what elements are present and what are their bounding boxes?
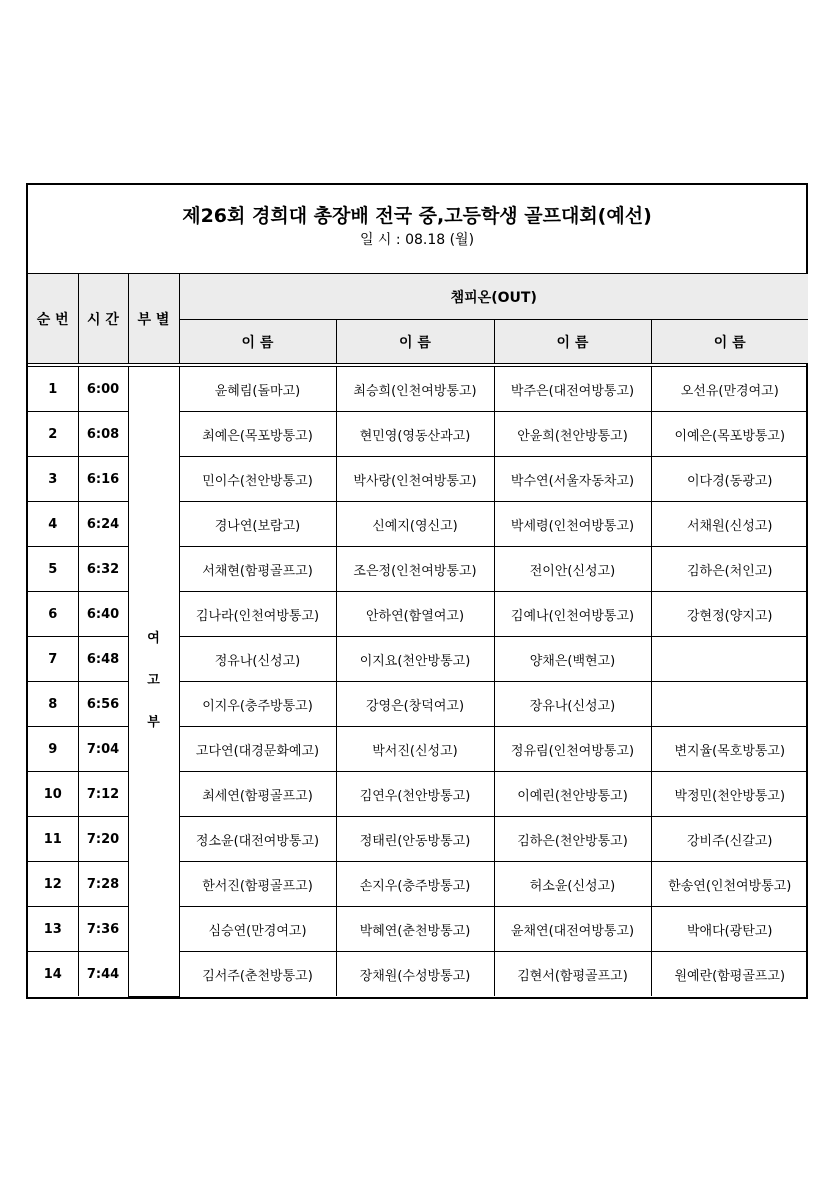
player-cell: 서채현(함평골프고) — [179, 547, 336, 592]
time-cell: 7:04 — [78, 727, 128, 772]
player-cell: 원예란(함평골프고) — [651, 952, 808, 997]
order-cell: 3 — [28, 457, 78, 502]
player-cell: 장유나(신성고) — [494, 682, 651, 727]
player-cell — [651, 682, 808, 727]
time-cell: 7:12 — [78, 772, 128, 817]
time-cell: 6:32 — [78, 547, 128, 592]
time-cell: 7:36 — [78, 907, 128, 952]
player-cell — [651, 637, 808, 682]
schedule-sheet — [26, 183, 808, 999]
player-cell: 박세령(인천여방통고) — [494, 502, 651, 547]
order-cell: 5 — [28, 547, 78, 592]
time-cell: 6:08 — [78, 412, 128, 457]
time-cell: 7:44 — [78, 952, 128, 997]
header-name-1: 이 름 — [179, 320, 336, 364]
time-cell: 6:48 — [78, 637, 128, 682]
time-cell: 7:20 — [78, 817, 128, 862]
player-cell: 윤혜림(돌마고) — [179, 367, 336, 412]
player-cell: 서채원(신성고) — [651, 502, 808, 547]
player-cell: 강현정(양지고) — [651, 592, 808, 637]
time-cell: 6:00 — [78, 367, 128, 412]
player-cell: 최세연(함평골프고) — [179, 772, 336, 817]
order-cell: 10 — [28, 772, 78, 817]
order-cell: 6 — [28, 592, 78, 637]
player-cell: 경나연(보람고) — [179, 502, 336, 547]
order-cell: 14 — [28, 952, 78, 997]
order-cell: 12 — [28, 862, 78, 907]
header-division: 부 별 — [128, 274, 179, 364]
player-cell: 강비주(신갈고) — [651, 817, 808, 862]
player-cell: 현민영(영동산과고) — [336, 412, 494, 457]
player-cell: 최승희(인천여방통고) — [336, 367, 494, 412]
division-char: 부 — [147, 715, 160, 731]
player-cell: 윤채연(대전여방통고) — [494, 907, 651, 952]
player-cell: 김현서(함평골프고) — [494, 952, 651, 997]
player-cell: 허소윤(신성고) — [494, 862, 651, 907]
order-cell: 9 — [28, 727, 78, 772]
player-cell: 장채원(수성방통고) — [336, 952, 494, 997]
player-cell: 민이수(천안방통고) — [179, 457, 336, 502]
header-name-4: 이 름 — [651, 320, 808, 364]
player-cell: 박혜연(춘천방통고) — [336, 907, 494, 952]
player-cell: 한송연(인천여방통고) — [651, 862, 808, 907]
time-cell: 6:40 — [78, 592, 128, 637]
player-cell: 정소윤(대전여방통고) — [179, 817, 336, 862]
player-cell: 오선유(만경여고) — [651, 367, 808, 412]
player-cell: 정유나(신성고) — [179, 637, 336, 682]
player-cell: 정태린(안동방통고) — [336, 817, 494, 862]
player-cell: 김연우(천안방통고) — [336, 772, 494, 817]
player-cell: 양채은(백현고) — [494, 637, 651, 682]
player-cell: 정유림(인천여방통고) — [494, 727, 651, 772]
table-row — [28, 367, 808, 412]
order-cell: 11 — [28, 817, 78, 862]
division-char: 고 — [147, 673, 160, 689]
player-cell: 박서진(신성고) — [336, 727, 494, 772]
player-cell: 박애다(광탄고) — [651, 907, 808, 952]
player-cell: 변지율(목호방통고) — [651, 727, 808, 772]
player-cell: 김하은(천안방통고) — [494, 817, 651, 862]
player-cell: 이예린(천안방통고) — [494, 772, 651, 817]
division-char: 여 — [147, 631, 160, 647]
division-cell — [128, 367, 179, 997]
page-title: 제26회 경희대 총장배 전국 중,고등학생 골프대회(예선) — [182, 205, 652, 227]
player-cell: 이지우(충주방통고) — [179, 682, 336, 727]
header-order: 순 번 — [28, 274, 78, 364]
player-cell: 손지우(충주방통고) — [336, 862, 494, 907]
player-cell: 최예은(목포방통고) — [179, 412, 336, 457]
time-cell: 6:24 — [78, 502, 128, 547]
player-cell: 이지요(천안방통고) — [336, 637, 494, 682]
player-cell: 신예지(영신고) — [336, 502, 494, 547]
order-cell: 2 — [28, 412, 78, 457]
player-cell: 강영은(창덕여고) — [336, 682, 494, 727]
player-cell: 박사랑(인천여방통고) — [336, 457, 494, 502]
order-cell: 4 — [28, 502, 78, 547]
player-cell: 김서주(춘천방통고) — [179, 952, 336, 997]
order-cell: 1 — [28, 367, 78, 412]
order-cell: 8 — [28, 682, 78, 727]
player-cell: 김하은(처인고) — [651, 547, 808, 592]
player-cell: 고다연(대경문화예고) — [179, 727, 336, 772]
tee-time-table — [28, 274, 808, 997]
player-cell: 전이안(신성고) — [494, 547, 651, 592]
player-cell: 이예은(목포방통고) — [651, 412, 808, 457]
order-cell: 13 — [28, 907, 78, 952]
header-name-3: 이 름 — [494, 320, 651, 364]
player-cell: 박주은(대전여방통고) — [494, 367, 651, 412]
date-line: 일 시 : 08.18 (월) — [359, 232, 475, 248]
time-cell: 6:16 — [78, 457, 128, 502]
time-cell: 6:56 — [78, 682, 128, 727]
header-name-2: 이 름 — [336, 320, 494, 364]
player-cell: 이다경(동광고) — [651, 457, 808, 502]
player-cell: 심승연(만경여고) — [179, 907, 336, 952]
player-cell: 조은정(인천여방통고) — [336, 547, 494, 592]
player-cell: 박정민(천안방통고) — [651, 772, 808, 817]
header-time: 시 간 — [78, 274, 128, 364]
player-cell: 박수연(서울자동차고) — [494, 457, 651, 502]
title-block — [28, 185, 806, 274]
player-cell: 김나라(인천여방통고) — [179, 592, 336, 637]
player-cell: 한서진(함평골프고) — [179, 862, 336, 907]
order-cell: 7 — [28, 637, 78, 682]
player-cell: 김예나(인천여방통고) — [494, 592, 651, 637]
player-cell: 안하연(함열여고) — [336, 592, 494, 637]
time-cell: 7:28 — [78, 862, 128, 907]
header-course: 챔피온(OUT) — [179, 274, 808, 320]
player-cell: 안윤희(천안방통고) — [494, 412, 651, 457]
